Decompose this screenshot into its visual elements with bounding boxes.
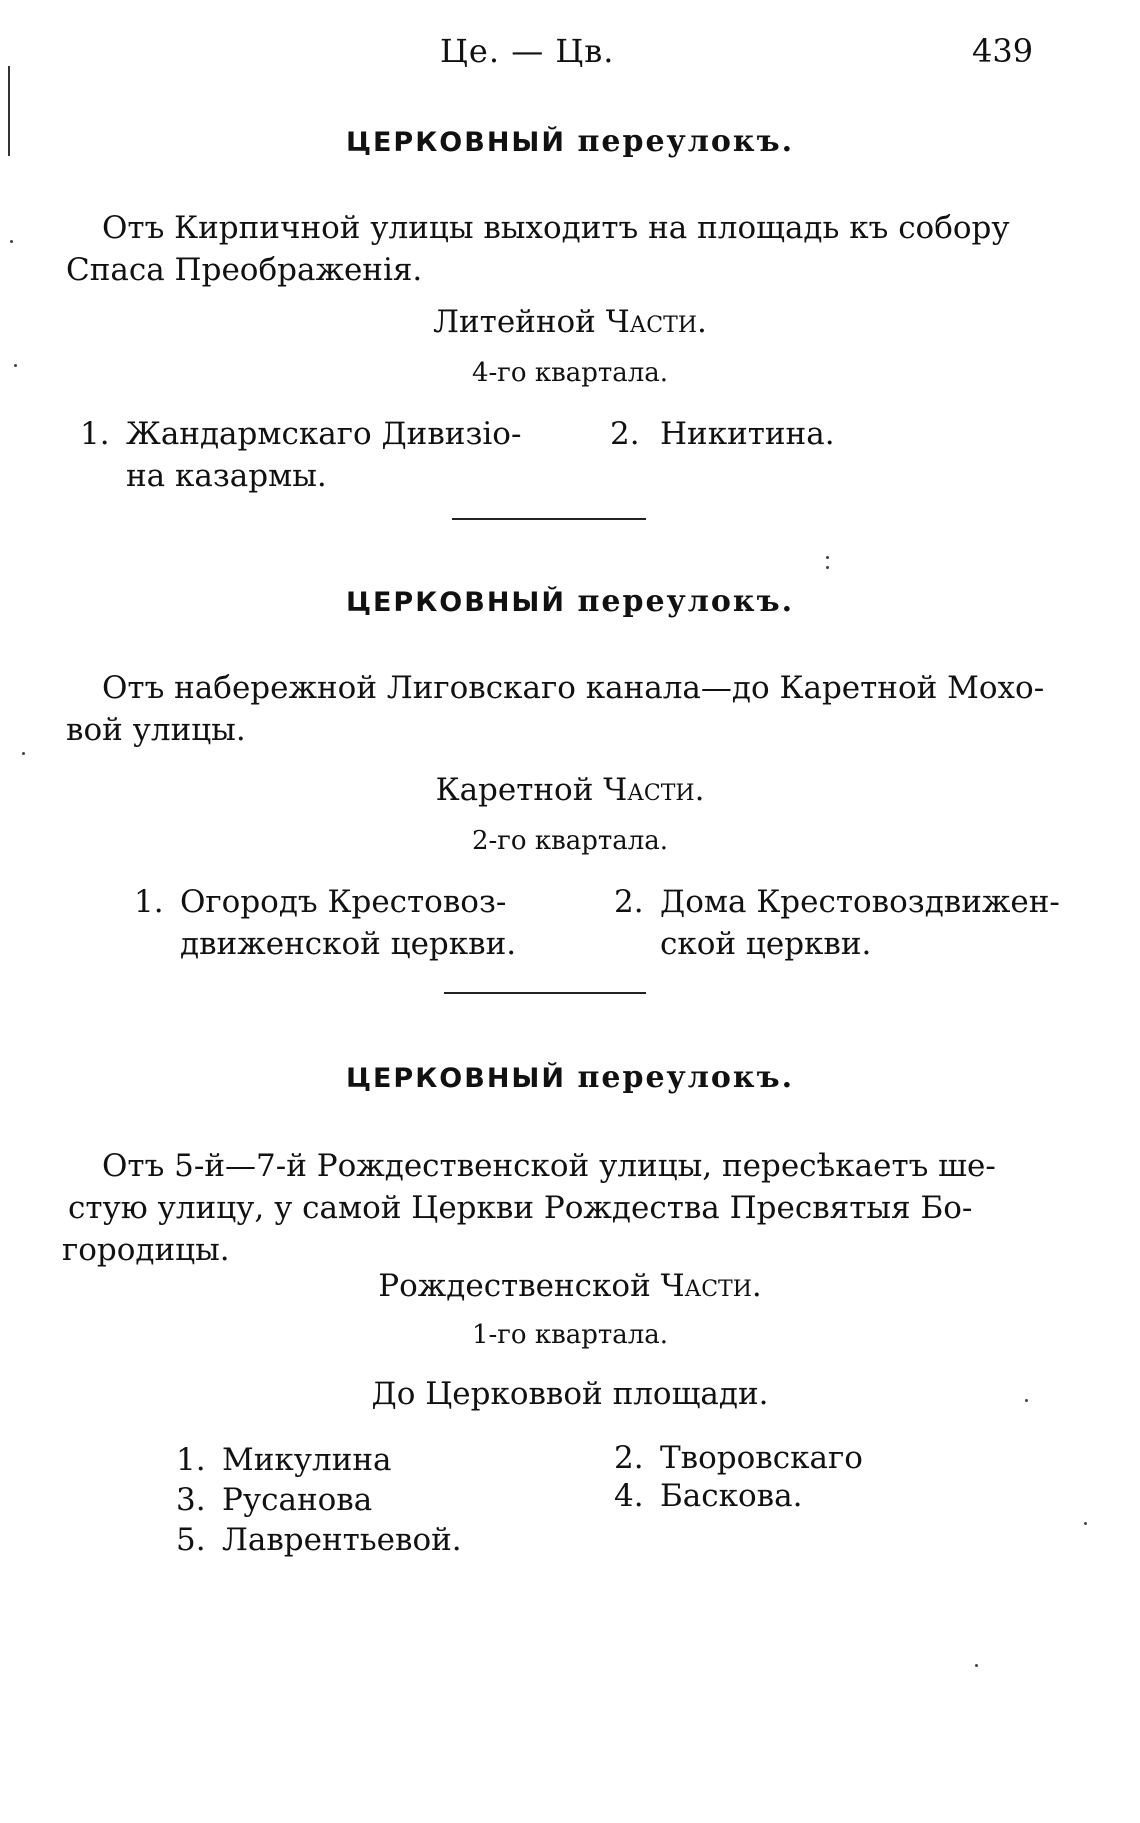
district-word: Части.	[605, 304, 707, 340]
section-heading-3	[0, 1060, 1140, 1095]
list-item-text: Творовскаго	[660, 1440, 863, 1476]
heading-caps: ЦЕРКОВНЫЙ	[345, 1063, 566, 1094]
section-heading-1	[0, 124, 1140, 159]
heading-caps: ЦЕРКОВНЫЙ	[345, 587, 566, 618]
list-item-number: 4.	[614, 1478, 644, 1514]
description-line: вой улицы.	[66, 712, 246, 748]
ink-speck	[826, 556, 829, 559]
heading-caps: ЦЕРКОВНЫЙ	[345, 127, 566, 158]
list-item-number: 3.	[176, 1482, 206, 1518]
ink-speck	[22, 752, 25, 755]
section-divider	[444, 992, 646, 994]
list-item-number: 2.	[614, 1440, 644, 1476]
district-name: Литейной	[433, 304, 596, 340]
subheading-line: До Церковвой площади.	[371, 1376, 769, 1412]
list-item-text: Лаврентьевой.	[222, 1522, 462, 1558]
heading-rest: переулокъ.	[577, 584, 795, 619]
list-item-text: Русанова	[222, 1482, 373, 1518]
description-line: Отъ 5-й—7-й Рождественской улицы, пересѣкаетъ ше-	[102, 1148, 996, 1184]
quarter-line: 2-го квартала.	[471, 826, 669, 856]
district-line	[0, 304, 1140, 340]
list-item-text: на казармы.	[126, 458, 327, 494]
district-line	[0, 772, 1140, 808]
description-line: Отъ Кирпичной улицы выходитъ на площадь къ собору	[102, 210, 1010, 246]
running-head: Це. — Цв.	[440, 32, 615, 70]
quarter-line: 1-го квартала.	[471, 1320, 669, 1350]
list-item-number: 5.	[176, 1522, 206, 1558]
description-line: стую улицу, у самой Церкви Рождества Пресвятыя Бо-	[68, 1190, 973, 1226]
heading-rest: переулокъ.	[577, 1060, 795, 1095]
page-number: 439	[972, 32, 1034, 70]
section-divider	[452, 518, 646, 520]
district-word: Части.	[603, 772, 705, 808]
heading-rest: переулокъ.	[577, 124, 795, 159]
district-name: Каретной	[435, 772, 594, 808]
list-item-text: движенской церкви.	[180, 926, 517, 962]
district-word: Части.	[660, 1268, 762, 1304]
list-item-number: 1.	[134, 884, 164, 920]
ink-speck	[975, 1664, 978, 1667]
list-item-text: Микулина	[222, 1442, 392, 1478]
ink-speck	[1084, 1522, 1087, 1525]
list-item-text: Баскова.	[660, 1478, 803, 1514]
list-item-text: Жандармскаго Дивизіо-	[126, 416, 522, 452]
list-item-number: 2.	[614, 884, 644, 920]
list-item-number: 1.	[80, 416, 110, 452]
quarter-line: 4-го квартала.	[471, 358, 669, 388]
list-item-text: Никитина.	[660, 416, 835, 452]
list-item-text: ской церкви.	[660, 926, 872, 962]
section-heading-2	[0, 584, 1140, 619]
list-item-text: Огородъ Крестовоз-	[180, 884, 507, 920]
ink-speck	[826, 566, 829, 569]
ink-speck	[10, 240, 13, 243]
list-item-number: 1.	[176, 1442, 206, 1478]
description-line: городицы.	[62, 1232, 230, 1268]
description-line: Спаса Преображенія.	[66, 252, 423, 288]
district-line	[0, 1268, 1140, 1304]
description-line: Отъ набережной Лиговскаго канала—до Каретной Мохо-	[102, 670, 1045, 706]
list-item-text: Дома Крестовоздвижен-	[660, 884, 1060, 920]
list-item-number: 2.	[610, 416, 640, 452]
district-name: Рождественской	[378, 1268, 651, 1304]
